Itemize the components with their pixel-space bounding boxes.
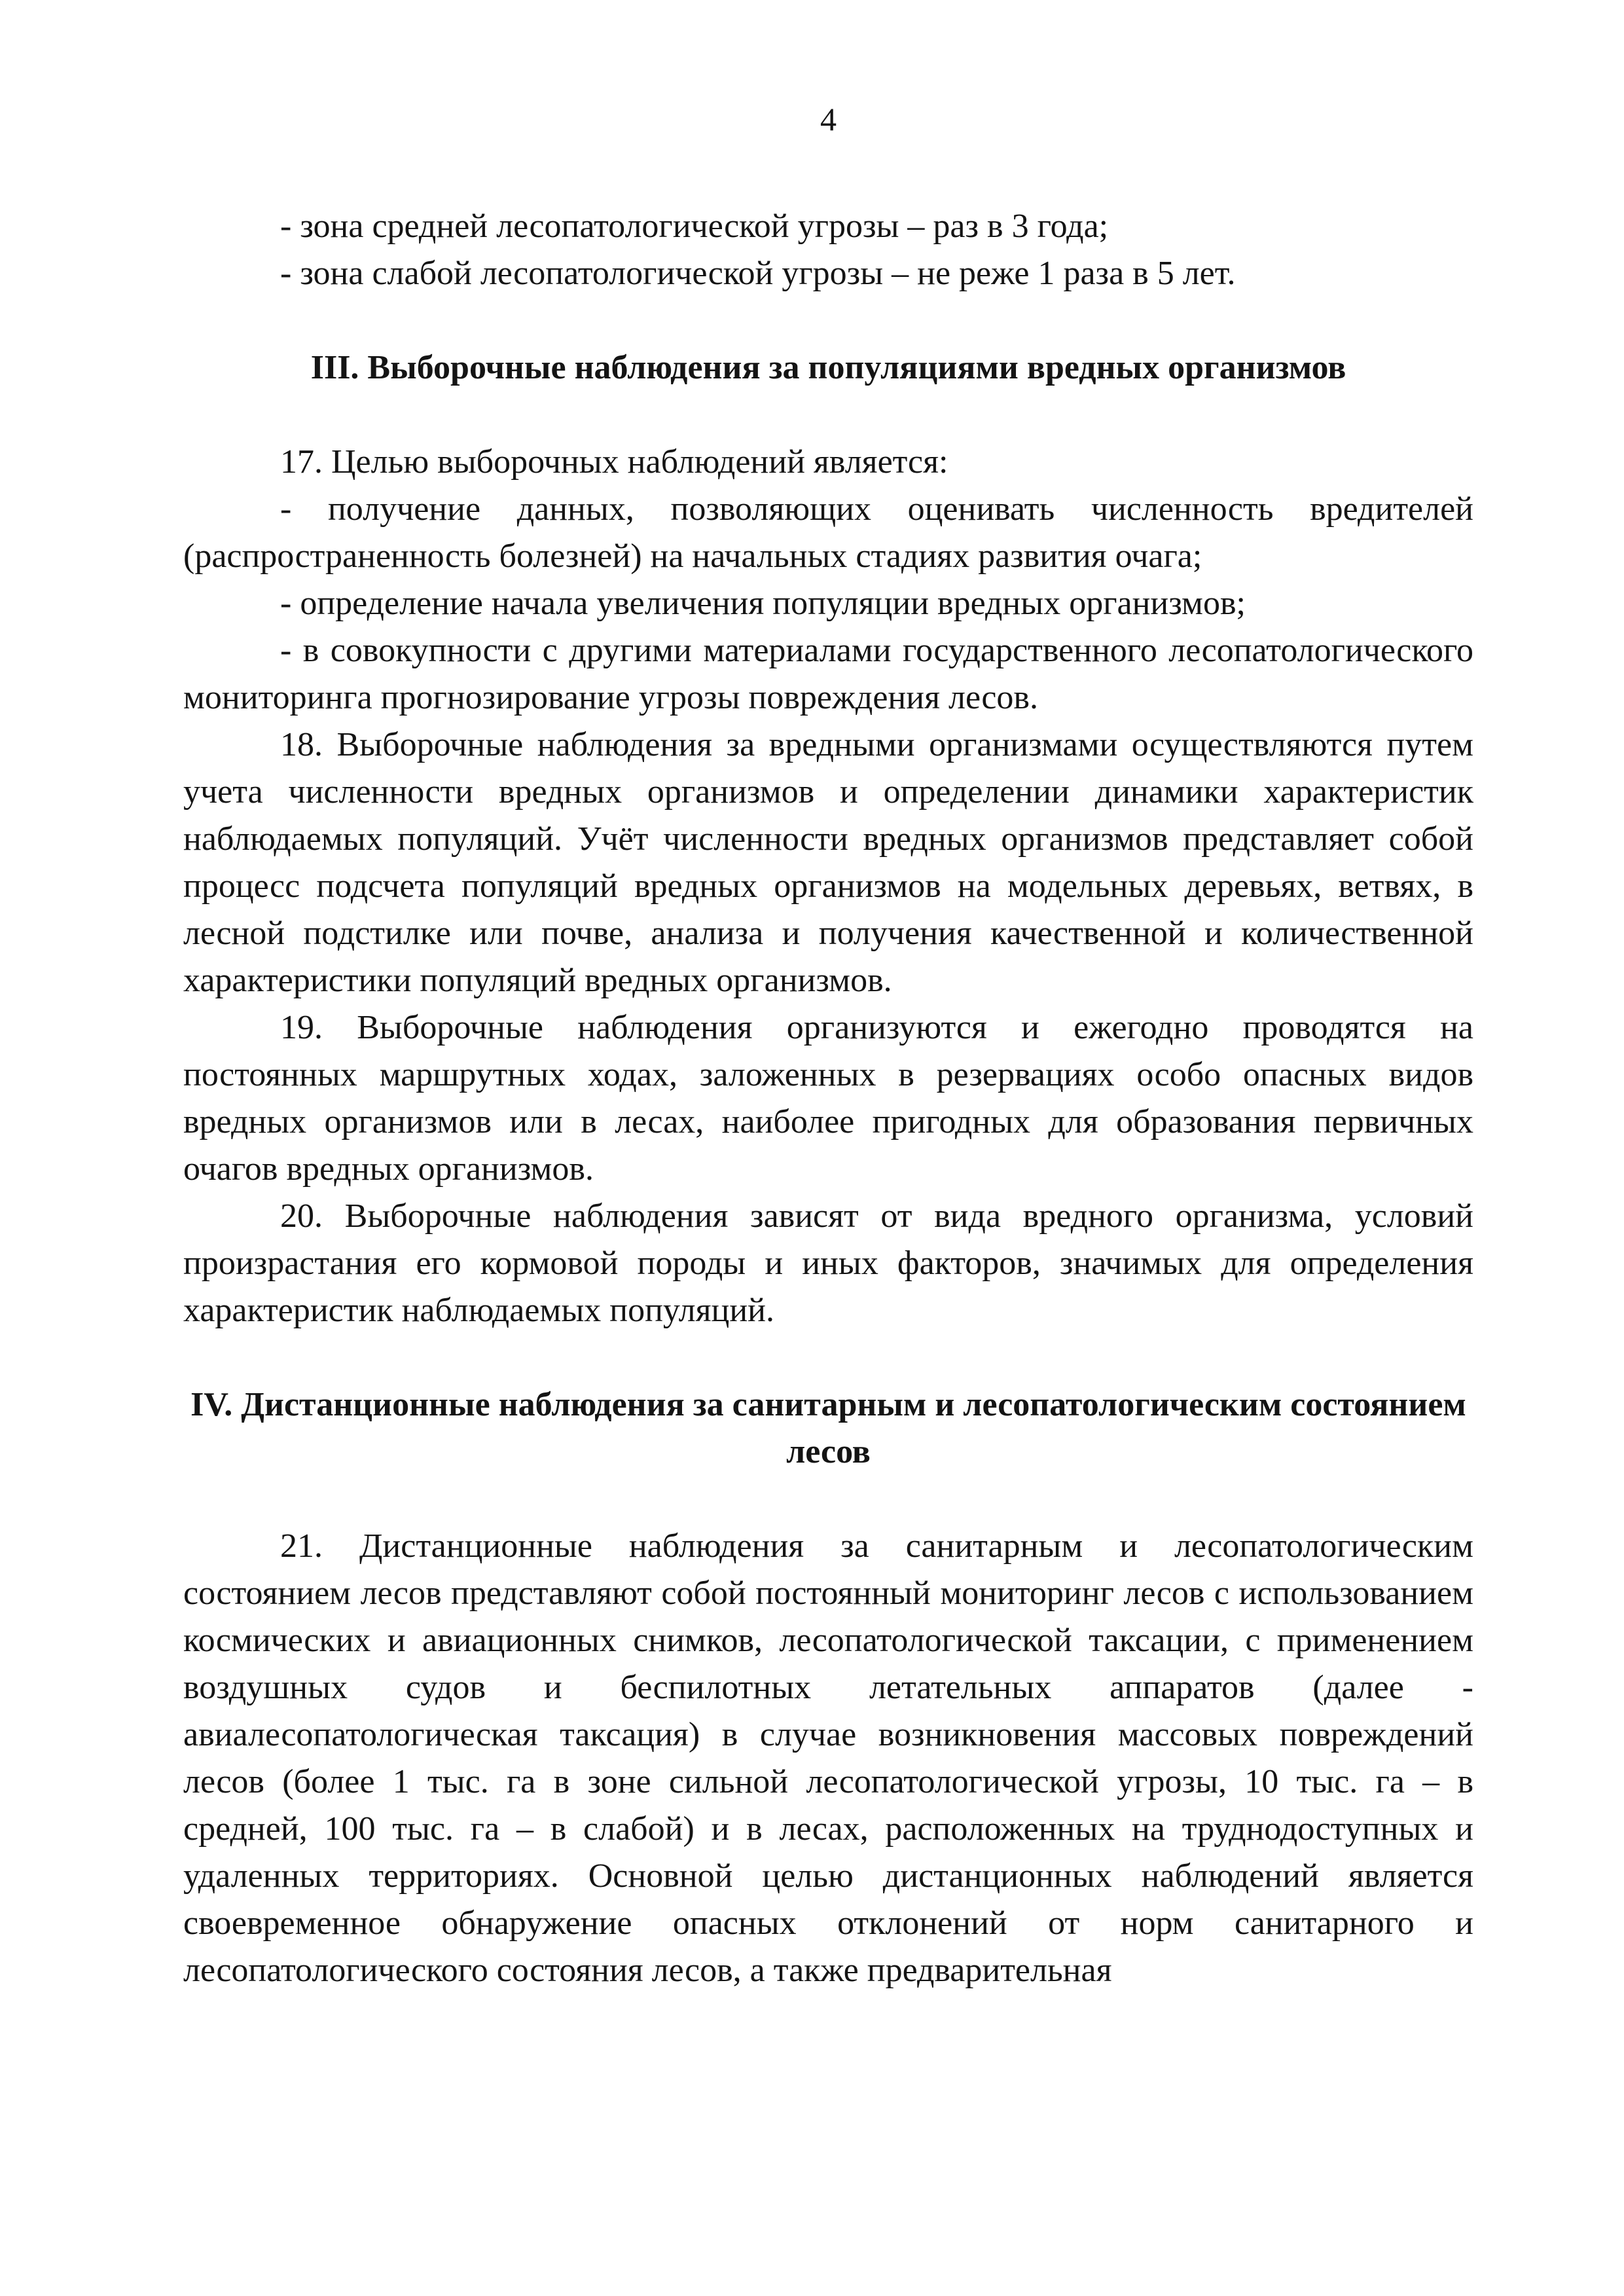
document-paragraph: - определение начала увеличения популяции вредных организмов;	[280, 585, 1246, 622]
document-paragraph: - получение данных, позволяющих оценивать численность вредителей (распространенность болезней) на начальных стадиях развития очага;	[183, 490, 1473, 575]
document-paragraph: 19. Выборочные наблюдения организуются и ежегодно проводятся на постоянных маршрутных ходах, заложенных в резервациях особо опасных видов вредных организмов или в лесах, наиболее пригодных для образования первичных очагов вредных организмов.	[183, 1009, 1473, 1188]
page-number: 4	[820, 101, 837, 137]
document-blocks	[183, 203, 1473, 1994]
document-paragraph: 17. Целью выборочных наблюдений является:	[280, 443, 948, 481]
list-line: - зона средней лесопатологической угрозы – раз в 3 года;	[280, 208, 1109, 245]
section-heading: IV. Дистанционные наблюдения за санитарным и лесопатологическим состоянием лесов	[190, 1386, 1466, 1470]
list-line: - зона слабой лесопатологической угрозы – не реже 1 раза в 5 лет.	[280, 255, 1236, 292]
document-paragraph: 21. Дистанционные наблюдения за санитарным и лесопатологическим состоянием лесов представляют собой постоянный мониторинг лесов с использованием космических и авиационных снимков, лесопатологической таксации, с применением воздушных судов и беспилотных летательных аппаратов (далее - авиалесопатологическая таксация) в случае возникновения массовых повреждений лесов (более 1 тыс. га в зоне сильной лесопатологической угрозы, 10 тыс. га – в средней, 100 тыс. га – в слабой) и в лесах, расположенных на труднодоступных и удаленных территориях. Основной целью дистанционных наблюдений является своевременное обнаружение опасных отклонений от норм санитарного и лесопатологического состояния лесов, а также предварительная	[183, 1527, 1473, 1989]
section-heading: III. Выборочные наблюдения за популяциями вредных организмов	[310, 349, 1346, 386]
document-paragraph: 18. Выборочные наблюдения за вредными организмами осуществляются путем учета численности вредных организмов и определении динамики характеристик наблюдаемых популяций. Учёт численности вредных организмов представляет собой процесс подсчета популяций вредных организмов на модельных деревьях, ветвях, в лесной подстилке или почве, анализа и получения качественной и количественной характеристики популяций вредных организмов.	[183, 726, 1473, 999]
document-paragraph: - в совокупности с другими материалами государственного лесопатологического мониторинга прогнозирование угрозы повреждения лесов.	[183, 632, 1473, 716]
document-paragraph: 20. Выборочные наблюдения зависят от вида вредного организма, условий произрастания его кормовой породы и иных факторов, значимых для определения характеристик наблюдаемых популяций.	[183, 1197, 1473, 1329]
